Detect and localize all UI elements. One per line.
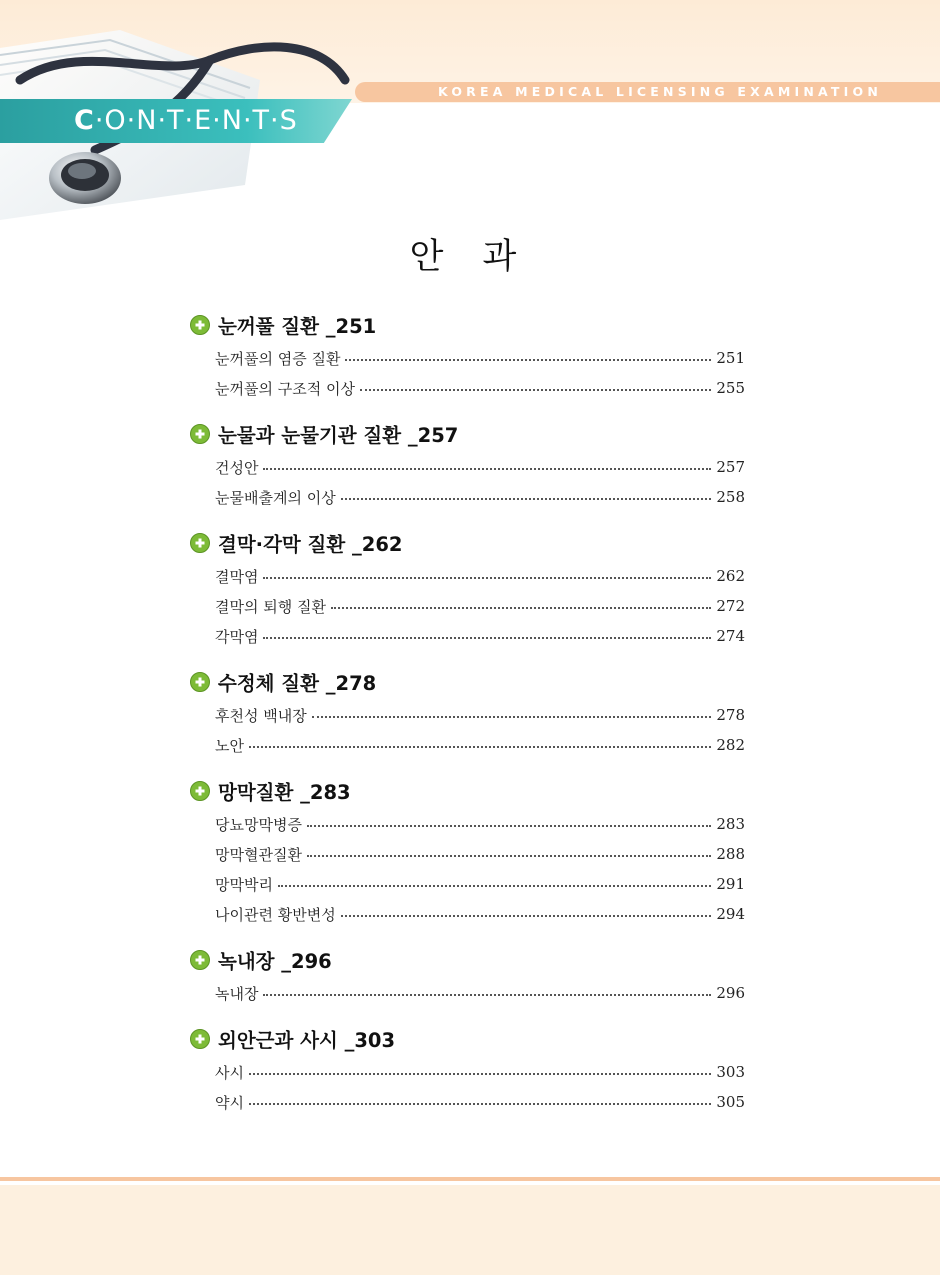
- dot-leader: [249, 1065, 711, 1075]
- entry-page-number: 303: [716, 1063, 745, 1081]
- dot-leader: [263, 986, 711, 996]
- entry-page-number: 257: [716, 458, 745, 476]
- footer-background: [0, 1185, 940, 1275]
- table-of-contents: [190, 307, 750, 1130]
- dot-leader: [341, 490, 712, 500]
- page-title: 안 과: [409, 237, 531, 277]
- contents-heading: [74, 103, 298, 139]
- dot-leader: [312, 708, 712, 718]
- dot-leader: [249, 738, 711, 748]
- toc-section: [190, 942, 750, 1008]
- plus-circle-icon: [190, 950, 210, 970]
- plus-circle-icon: [190, 533, 210, 553]
- section-heading[interactable]: [190, 942, 750, 978]
- toc-entry[interactable]: [215, 621, 745, 651]
- toc-entry[interactable]: [215, 343, 745, 373]
- entry-title: 나이관련 황반변성: [215, 905, 336, 924]
- entry-title: 눈물배출계의 이상: [215, 488, 336, 507]
- section-heading[interactable]: [190, 525, 750, 561]
- entry-title: 사시: [215, 1063, 244, 1082]
- entry-title: 눈꺼풀의 염증 질환: [215, 349, 341, 368]
- dot-leader: [331, 599, 711, 609]
- toc-entry[interactable]: [215, 1057, 745, 1087]
- toc-entry[interactable]: [215, 482, 745, 512]
- toc-entry[interactable]: [215, 561, 745, 591]
- entry-title: 녹내장: [215, 984, 259, 1003]
- toc-section: [190, 416, 750, 512]
- footer-divider: [0, 1177, 940, 1181]
- entry-page-number: 288: [716, 845, 745, 863]
- entry-page-number: 283: [716, 815, 745, 833]
- entry-title: 약시: [215, 1093, 244, 1112]
- toc-entry[interactable]: [215, 809, 745, 839]
- section-heading[interactable]: [190, 664, 750, 700]
- entry-title: 후천성 백내장: [215, 706, 307, 725]
- entry-title: 결막의 퇴행 질환: [215, 597, 326, 616]
- section-title: 결막·각막 질환 _262: [218, 533, 403, 556]
- section-title: 외안근과 사시 _303: [218, 1029, 396, 1052]
- toc-entry[interactable]: [215, 1087, 745, 1117]
- entry-page-number: 296: [716, 984, 745, 1002]
- entry-title: 망막혈관질환: [215, 845, 302, 864]
- dot-leader: [345, 351, 711, 361]
- entry-page-number: 294: [716, 905, 745, 923]
- entry-title: 각막염: [215, 627, 259, 646]
- contents-heading-rest: ·O·N·T·E·N·T·S: [94, 105, 298, 136]
- entry-page-number: 272: [716, 597, 745, 615]
- section-heading[interactable]: [190, 307, 750, 343]
- section-title: 수정체 질환 _278: [218, 672, 377, 695]
- section-title: 눈물과 눈물기관 질환 _257: [218, 424, 459, 447]
- contents-heading-initial: C: [74, 105, 95, 136]
- toc-entry[interactable]: [215, 452, 745, 482]
- dot-leader: [341, 907, 712, 917]
- entry-title: 결막염: [215, 567, 259, 586]
- toc-section: [190, 1021, 750, 1117]
- section-title: 망막질환 _283: [218, 781, 351, 804]
- plus-circle-icon: [190, 781, 210, 801]
- entry-title: 건성안: [215, 458, 259, 477]
- toc-entry[interactable]: [215, 591, 745, 621]
- toc-section: [190, 773, 750, 929]
- section-heading[interactable]: [190, 416, 750, 452]
- entry-page-number: 255: [716, 379, 745, 397]
- dot-leader: [278, 877, 711, 887]
- dot-leader: [307, 847, 711, 857]
- section-heading[interactable]: [190, 1021, 750, 1057]
- entry-page-number: 274: [716, 627, 745, 645]
- exam-label: KOREA MEDICAL LICENSING EXAMINATION: [438, 84, 882, 99]
- plus-circle-icon: [190, 1029, 210, 1049]
- dot-leader: [307, 817, 711, 827]
- plus-circle-icon: [190, 315, 210, 335]
- toc-entry[interactable]: [215, 373, 745, 403]
- toc-entry[interactable]: [215, 869, 745, 899]
- dot-leader: [249, 1095, 711, 1105]
- entry-page-number: 251: [716, 349, 745, 367]
- toc-section: [190, 525, 750, 651]
- entry-page-number: 278: [716, 706, 745, 724]
- entry-title: 당뇨망막병증: [215, 815, 302, 834]
- entry-page-number: 282: [716, 736, 745, 754]
- toc-entry[interactable]: [215, 730, 745, 760]
- entry-title: 눈꺼풀의 구조적 이상: [215, 379, 355, 398]
- dot-leader: [263, 569, 711, 579]
- dot-leader: [263, 629, 711, 639]
- section-heading[interactable]: [190, 773, 750, 809]
- plus-circle-icon: [190, 424, 210, 444]
- section-title: 눈꺼풀 질환 _251: [218, 315, 377, 338]
- toc-entry[interactable]: [215, 978, 745, 1008]
- toc-section: [190, 664, 750, 760]
- dot-leader: [263, 460, 711, 470]
- toc-entry[interactable]: [215, 839, 745, 869]
- entry-title: 망막박리: [215, 875, 273, 894]
- entry-title: 노안: [215, 736, 244, 755]
- entry-page-number: 305: [716, 1093, 745, 1111]
- entry-page-number: 258: [716, 488, 745, 506]
- dot-leader: [360, 381, 711, 391]
- toc-entry[interactable]: [215, 700, 745, 730]
- entry-page-number: 262: [716, 567, 745, 585]
- toc-entry[interactable]: [215, 899, 745, 929]
- plus-circle-icon: [190, 672, 210, 692]
- section-title: 녹내장 _296: [218, 950, 332, 973]
- entry-page-number: 291: [716, 875, 745, 893]
- toc-section: [190, 307, 750, 403]
